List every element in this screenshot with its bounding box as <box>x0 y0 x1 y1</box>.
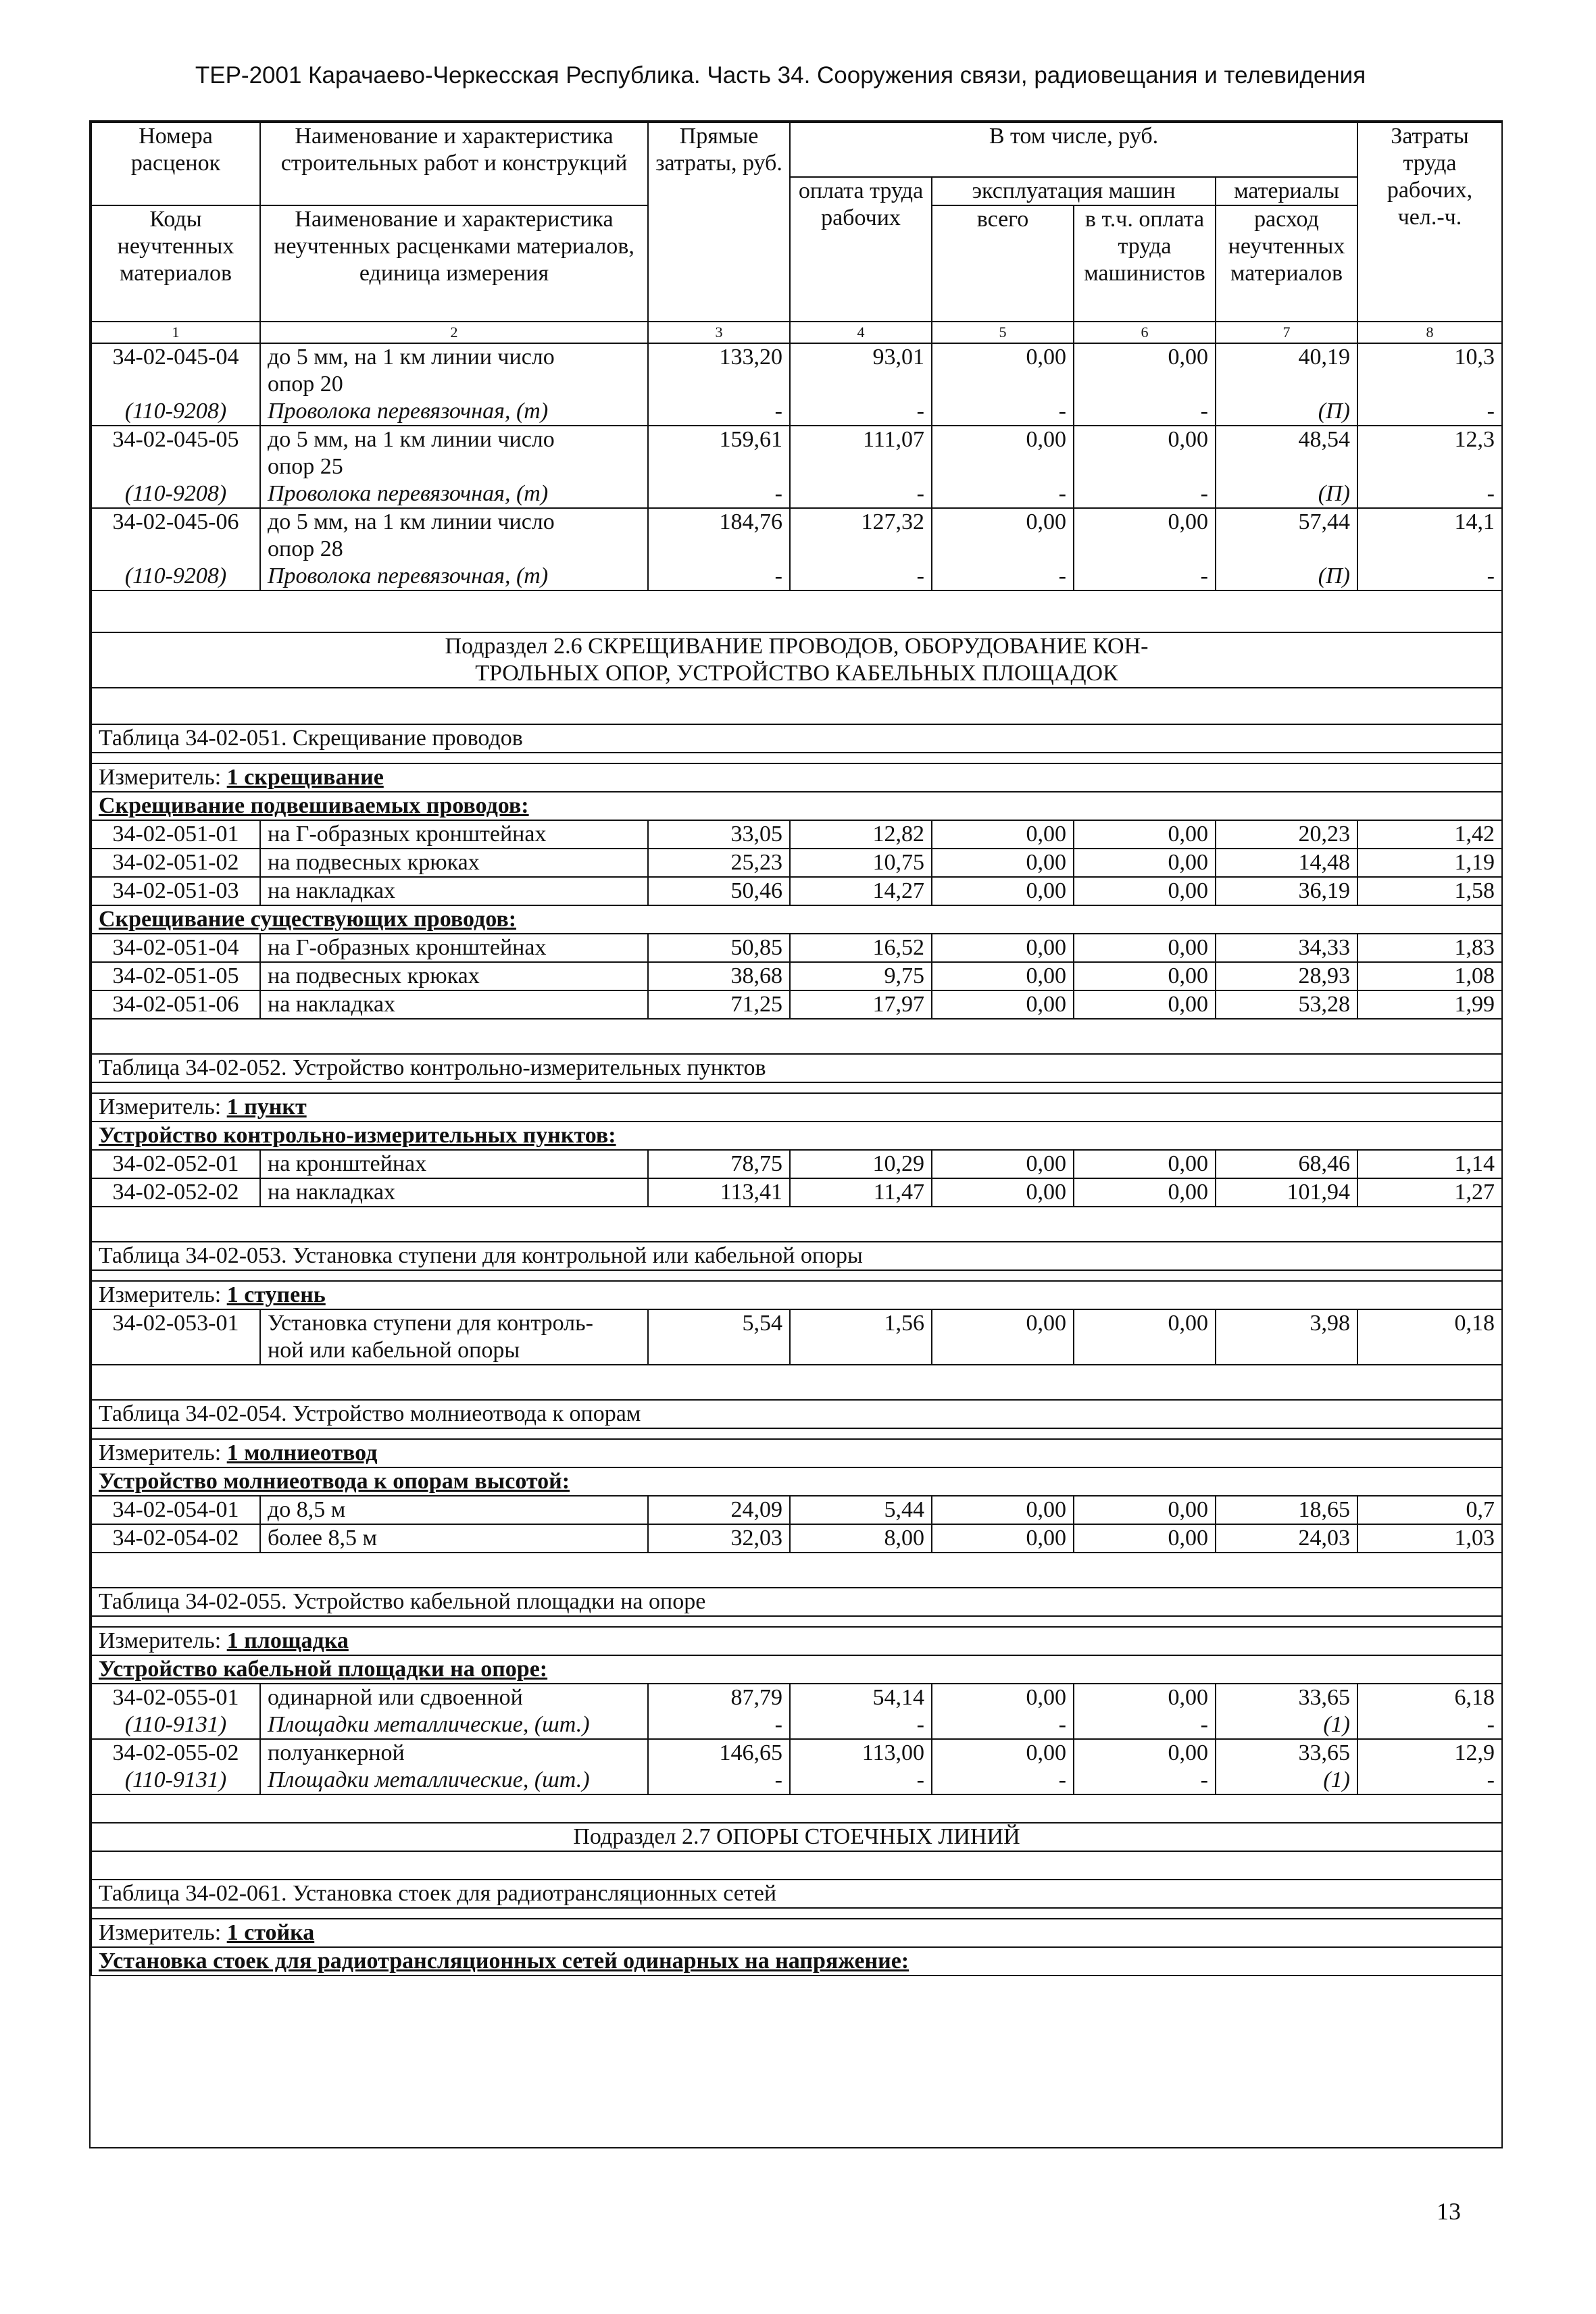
value-direct: 24,09 <box>648 1496 790 1524</box>
table-row <box>91 508 1502 563</box>
header-material-codes: Коды неучтенных материалов <box>91 205 260 322</box>
rate-code: 34-02-055-02 <box>91 1739 260 1767</box>
col-num-1: 1 <box>91 322 260 343</box>
value-materials: 40,19 <box>1216 343 1357 398</box>
value-machinists: 0,00 <box>1074 877 1216 905</box>
value-materials: 20,23 <box>1216 820 1357 849</box>
value-labor: 1,83 <box>1357 934 1502 962</box>
material-value: - <box>1357 563 1502 590</box>
value-machinists: 0,00 <box>1074 820 1216 849</box>
value-machines: 0,00 <box>932 1150 1074 1178</box>
material-value: (П) <box>1216 398 1357 426</box>
value-direct: 146,65 <box>648 1739 790 1767</box>
rate-name: на Г-образных кронштейнах <box>260 934 648 962</box>
value-machines: 0,00 <box>932 990 1074 1019</box>
col-num-6: 6 <box>1074 322 1216 343</box>
value-machinists: 0,00 <box>1074 849 1216 877</box>
value-machines: 0,00 <box>932 962 1074 990</box>
value-wages: 127,32 <box>790 508 932 563</box>
material-value: (П) <box>1216 563 1357 590</box>
value-machinists: 0,00 <box>1074 343 1216 398</box>
value-materials: 33,65 <box>1216 1684 1357 1711</box>
value-machinists: 0,00 <box>1074 1739 1216 1767</box>
value-materials: 57,44 <box>1216 508 1357 563</box>
rate-name: на подвесных крюках <box>260 962 648 990</box>
value-wages: 111,07 <box>790 426 932 480</box>
value-machines: 0,00 <box>932 426 1074 480</box>
material-code: (110-9131) <box>91 1711 260 1739</box>
table-052-title: Таблица 34-02-052. Устройство контрольно-измерительных пунктов <box>91 1054 1502 1082</box>
value-direct: 133,20 <box>648 343 790 398</box>
value-machinists: 0,00 <box>1074 426 1216 480</box>
value-machinists: 0,00 <box>1074 1496 1216 1524</box>
group-header: Устройство молниеотвода к опорам высотой: <box>91 1467 1502 1496</box>
table-row <box>91 1524 1502 1553</box>
value-direct: 184,76 <box>648 508 790 563</box>
value-wages: 12,82 <box>790 820 932 849</box>
rate-name: одинарной или сдвоенной <box>260 1684 648 1711</box>
material-value: - <box>932 480 1074 508</box>
rate-code: 34-02-051-04 <box>91 934 260 962</box>
value-machines: 0,00 <box>932 1739 1074 1767</box>
value-materials: 36,19 <box>1216 877 1357 905</box>
material-row <box>91 398 1502 426</box>
rate-code: 34-02-052-01 <box>91 1150 260 1178</box>
table-row <box>91 934 1502 962</box>
value-wages: 5,44 <box>790 1496 932 1524</box>
value-materials: 34,33 <box>1216 934 1357 962</box>
value-labor: 1,03 <box>1357 1524 1502 1553</box>
rate-name: до 5 мм, на 1 км линии число опор 28 <box>260 508 648 563</box>
value-materials: 18,65 <box>1216 1496 1357 1524</box>
rate-code: 34-02-055-01 <box>91 1684 260 1711</box>
material-value: - <box>932 1711 1074 1739</box>
table-row <box>91 343 1502 398</box>
value-machinists: 0,00 <box>1074 1178 1216 1207</box>
value-direct: 50,46 <box>648 877 790 905</box>
value-materials: 101,94 <box>1216 1178 1357 1207</box>
header-including: В том числе, руб. <box>790 122 1357 177</box>
value-machinists: 0,00 <box>1074 1524 1216 1553</box>
value-materials: 53,28 <box>1216 990 1357 1019</box>
value-materials: 68,46 <box>1216 1150 1357 1178</box>
material-name: Площадки металлические, (шт.) <box>260 1767 648 1794</box>
value-machines: 0,00 <box>932 1178 1074 1207</box>
value-labor: 1,19 <box>1357 849 1502 877</box>
value-wages: 113,00 <box>790 1739 932 1767</box>
value-materials: 28,93 <box>1216 962 1357 990</box>
value-machinists: 0,00 <box>1074 1309 1216 1365</box>
value-labor: 1,27 <box>1357 1178 1502 1207</box>
table-row <box>91 849 1502 877</box>
rate-name: на подвесных крюках <box>260 849 648 877</box>
table-053-measure: Измеритель: 1 ступень <box>91 1281 1502 1309</box>
material-value: - <box>648 480 790 508</box>
col-num-8: 8 <box>1357 322 1502 343</box>
value-materials: 48,54 <box>1216 426 1357 480</box>
value-machines: 0,00 <box>932 1309 1074 1365</box>
value-direct: 38,68 <box>648 962 790 990</box>
material-value: - <box>932 398 1074 426</box>
material-value: - <box>648 1767 790 1794</box>
value-materials: 33,65 <box>1216 1739 1357 1767</box>
value-labor: 0,7 <box>1357 1496 1502 1524</box>
table-055-title: Таблица 34-02-055. Устройство кабельной площадки на опоре <box>91 1588 1502 1616</box>
value-direct: 32,03 <box>648 1524 790 1553</box>
material-value: - <box>790 480 932 508</box>
material-code: (110-9208) <box>91 563 260 590</box>
value-labor: 1,14 <box>1357 1150 1502 1178</box>
table-row <box>91 962 1502 990</box>
subsection-2-6-title: Подраздел 2.6 СКРЕЩИВАНИЕ ПРОВОДОВ, ОБОРУДОВАНИЕ КОН- ТРОЛЬНЫХ ОПОР, УСТРОЙСТВО КАБЕЛЬНЫХ ПЛОЩАДОК <box>91 632 1502 688</box>
material-name: Площадки металлические, (шт.) <box>260 1711 648 1739</box>
rate-code: 34-02-051-01 <box>91 820 260 849</box>
rate-name: на Г-образных кронштейнах <box>260 820 648 849</box>
value-wages: 11,47 <box>790 1178 932 1207</box>
value-direct: 113,41 <box>648 1178 790 1207</box>
table-052-measure: Измеритель: 1 пункт <box>91 1093 1502 1122</box>
col-num-2: 2 <box>260 322 648 343</box>
value-wages: 93,01 <box>790 343 932 398</box>
table-row <box>91 1150 1502 1178</box>
table-051-measure: Измеритель: 1 скрещивание <box>91 763 1502 792</box>
value-materials: 24,03 <box>1216 1524 1357 1553</box>
material-value: - <box>790 398 932 426</box>
header-rate-numbers: Номера расценок <box>91 122 260 177</box>
rate-code: 34-02-053-01 <box>91 1309 260 1365</box>
value-direct: 33,05 <box>648 820 790 849</box>
material-row <box>91 1711 1502 1739</box>
value-labor: 1,42 <box>1357 820 1502 849</box>
value-direct: 78,75 <box>648 1150 790 1178</box>
group-header: Устройство контрольно-измерительных пунктов: <box>91 1122 1502 1150</box>
header-material-name: Наименование и характеристика неучтенных расценками материалов, единица измерения <box>260 205 648 322</box>
rate-code: 34-02-051-05 <box>91 962 260 990</box>
rate-name: на накладках <box>260 990 648 1019</box>
header-unaccounted-materials: расход неучтенных материалов <box>1216 205 1357 322</box>
material-value: - <box>1074 563 1216 590</box>
value-wages: 1,56 <box>790 1309 932 1365</box>
rate-name: Установка ступени для контроль- ной или кабельной опоры <box>260 1309 648 1365</box>
table-row <box>91 877 1502 905</box>
value-machinists: 0,00 <box>1074 934 1216 962</box>
material-value: - <box>1074 398 1216 426</box>
material-value: - <box>1357 1711 1502 1739</box>
rate-code: 34-02-051-06 <box>91 990 260 1019</box>
material-value: - <box>1074 480 1216 508</box>
value-labor: 1,58 <box>1357 877 1502 905</box>
material-code: (110-9131) <box>91 1767 260 1794</box>
rate-name: до 5 мм, на 1 км линии число опор 20 <box>260 343 648 398</box>
table-061-measure: Измеритель: 1 стойка <box>91 1919 1502 1947</box>
header-direct-costs: Прямые затраты, руб. <box>648 122 790 322</box>
value-direct: 25,23 <box>648 849 790 877</box>
rate-name: на накладках <box>260 1178 648 1207</box>
material-value: - <box>790 1767 932 1794</box>
material-value: (П) <box>1216 480 1357 508</box>
value-direct: 87,79 <box>648 1684 790 1711</box>
table-061-title: Таблица 34-02-061. Установка стоек для радиотрансляционных сетей <box>91 1880 1502 1908</box>
table-054-measure: Измеритель: 1 молниеотвод <box>91 1439 1502 1467</box>
value-wages: 14,27 <box>790 877 932 905</box>
value-materials: 14,48 <box>1216 849 1357 877</box>
material-name: Проволока перевязочная, (т) <box>260 563 648 590</box>
value-machines: 0,00 <box>932 849 1074 877</box>
value-direct: 71,25 <box>648 990 790 1019</box>
rate-code: 34-02-051-03 <box>91 877 260 905</box>
header-machines: эксплуатация машин <box>932 177 1216 205</box>
value-labor: 12,9 <box>1357 1739 1502 1767</box>
table-row <box>91 1739 1502 1767</box>
table-row <box>91 990 1502 1019</box>
subsection-2-7-title: Подраздел 2.7 ОПОРЫ СТОЕЧНЫХ ЛИНИЙ <box>91 1823 1502 1851</box>
rate-name: до 5 мм, на 1 км линии число опор 25 <box>260 426 648 480</box>
table-054-title: Таблица 34-02-054. Устройство молниеотвода к опорам <box>91 1400 1502 1428</box>
material-value: - <box>932 563 1074 590</box>
table-row <box>91 820 1502 849</box>
value-machinists: 0,00 <box>1074 508 1216 563</box>
value-machines: 0,00 <box>932 1684 1074 1711</box>
rate-name: на кронштейнах <box>260 1150 648 1178</box>
group-header: Скрещивание существующих проводов: <box>91 905 1502 934</box>
page-number: 13 <box>1437 2198 1461 2225</box>
value-machines: 0,00 <box>932 1496 1074 1524</box>
value-labor: 10,3 <box>1357 343 1502 398</box>
value-machines: 0,00 <box>932 1524 1074 1553</box>
value-machines: 0,00 <box>932 877 1074 905</box>
group-header: Скрещивание подвешиваемых проводов: <box>91 792 1502 820</box>
rate-code: 34-02-045-04 <box>91 343 260 398</box>
material-value: (1) <box>1216 1767 1357 1794</box>
table-row <box>91 1309 1502 1365</box>
table-055-measure: Измеритель: 1 площадка <box>91 1627 1502 1655</box>
group-header: Устройство кабельной площадки на опоре: <box>91 1655 1502 1684</box>
rate-code: 34-02-054-02 <box>91 1524 260 1553</box>
table-row <box>91 1178 1502 1207</box>
rate-name: до 8,5 м <box>260 1496 648 1524</box>
col-num-4: 4 <box>790 322 932 343</box>
value-labor: 6,18 <box>1357 1684 1502 1711</box>
col-num-3: 3 <box>648 322 790 343</box>
rate-code: 34-02-051-02 <box>91 849 260 877</box>
material-row <box>91 1767 1502 1794</box>
value-wages: 10,75 <box>790 849 932 877</box>
material-code: (110-9208) <box>91 398 260 426</box>
header-labor-hours: Затраты труда рабочих, чел.-ч. <box>1357 122 1502 322</box>
value-direct: 50,85 <box>648 934 790 962</box>
header-work-name: Наименование и характеристика строительных работ и конструкций <box>260 122 648 177</box>
value-wages: 8,00 <box>790 1524 932 1553</box>
material-value: - <box>1074 1767 1216 1794</box>
material-code: (110-9208) <box>91 480 260 508</box>
value-labor: 0,18 <box>1357 1309 1502 1365</box>
value-machines: 0,00 <box>932 508 1074 563</box>
header-machinist-wages: в т.ч. оплата труда машинистов <box>1074 205 1216 322</box>
rate-name: полуанкерной <box>260 1739 648 1767</box>
value-machinists: 0,00 <box>1074 962 1216 990</box>
table-row <box>91 1496 1502 1524</box>
material-value: - <box>790 1711 932 1739</box>
header-materials: материалы <box>1216 177 1357 205</box>
value-labor: 12,3 <box>1357 426 1502 480</box>
value-wages: 54,14 <box>790 1684 932 1711</box>
header-machines-total: всего <box>932 205 1074 322</box>
rate-code: 34-02-045-05 <box>91 426 260 480</box>
material-value: - <box>1357 1767 1502 1794</box>
value-labor: 1,08 <box>1357 962 1502 990</box>
rates-table-frame <box>89 120 1503 2148</box>
material-value: - <box>1357 398 1502 426</box>
material-value: (1) <box>1216 1711 1357 1739</box>
col-num-5: 5 <box>932 322 1074 343</box>
material-row <box>91 563 1502 590</box>
value-machinists: 0,00 <box>1074 990 1216 1019</box>
table-row <box>91 1684 1502 1711</box>
group-header: Установка стоек для радиотрансляционных сетей одинарных на напряжение: <box>91 1947 1502 1976</box>
material-value: - <box>648 1711 790 1739</box>
value-machines: 0,00 <box>932 934 1074 962</box>
value-machinists: 0,00 <box>1074 1150 1216 1178</box>
value-direct: 5,54 <box>648 1309 790 1365</box>
material-value: - <box>790 563 932 590</box>
header-wages: оплата труда рабочих <box>790 177 932 322</box>
material-name: Проволока перевязочная, (т) <box>260 480 648 508</box>
material-value: - <box>932 1767 1074 1794</box>
material-value: - <box>648 563 790 590</box>
value-machines: 0,00 <box>932 343 1074 398</box>
rates-table <box>91 122 1503 1976</box>
value-wages: 9,75 <box>790 962 932 990</box>
material-value: - <box>1074 1711 1216 1739</box>
value-wages: 16,52 <box>790 934 932 962</box>
material-value: - <box>648 398 790 426</box>
rate-code: 34-02-054-01 <box>91 1496 260 1524</box>
table-051-title: Таблица 34-02-051. Скрещивание проводов <box>91 724 1502 753</box>
rate-code: 34-02-045-06 <box>91 508 260 563</box>
rate-name: на накладках <box>260 877 648 905</box>
material-value: - <box>1357 480 1502 508</box>
table-053-title: Таблица 34-02-053. Установка ступени для контрольной или кабельной опоры <box>91 1242 1502 1270</box>
value-labor: 14,1 <box>1357 508 1502 563</box>
value-machinists: 0,00 <box>1074 1684 1216 1711</box>
material-name: Проволока перевязочная, (т) <box>260 398 648 426</box>
page-header: ТЕР-2001 Карачаево-Черкесская Республика. Часть 34. Сооружения связи, радиовещания и телевидения <box>195 62 1366 89</box>
rate-code: 34-02-052-02 <box>91 1178 260 1207</box>
value-wages: 10,29 <box>790 1150 932 1178</box>
value-materials: 3,98 <box>1216 1309 1357 1365</box>
rate-name: более 8,5 м <box>260 1524 648 1553</box>
value-wages: 17,97 <box>790 990 932 1019</box>
value-direct: 159,61 <box>648 426 790 480</box>
material-row <box>91 480 1502 508</box>
table-row <box>91 426 1502 480</box>
value-machines: 0,00 <box>932 820 1074 849</box>
value-labor: 1,99 <box>1357 990 1502 1019</box>
col-num-7: 7 <box>1216 322 1357 343</box>
